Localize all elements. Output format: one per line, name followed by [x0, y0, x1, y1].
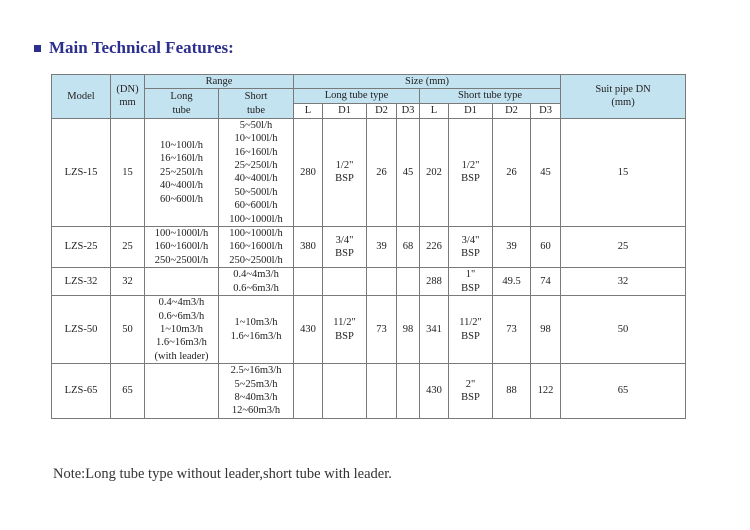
- long-d2-cell: [367, 268, 397, 296]
- dn-cell: 25: [111, 227, 145, 268]
- short-d3-cell: 74: [531, 268, 561, 296]
- header-suit-pipe: Suit pipe DN (mm): [561, 75, 686, 119]
- long-tube-range-cell: [145, 364, 219, 419]
- table-row: [52, 118, 686, 226]
- short-l-cell: 202: [420, 118, 449, 226]
- long-d3-cell: [397, 364, 420, 419]
- short-d3-cell: 122: [531, 364, 561, 419]
- header-sub-long-d3: D3: [397, 103, 420, 118]
- short-d2-cell: 49.5: [493, 268, 531, 296]
- suit-pipe-cell: 25: [561, 227, 686, 268]
- header-sub-long-l: L: [294, 103, 323, 118]
- model-cell: LZS-15: [52, 118, 111, 226]
- header-model: Model: [52, 75, 111, 119]
- short-d1-cell: 3/4" BSP: [449, 227, 493, 268]
- header-range: Range: [145, 75, 294, 89]
- square-bullet-icon: [34, 45, 41, 52]
- short-l-cell: 341: [420, 296, 449, 364]
- long-d1-cell: 3/4" BSP: [323, 227, 367, 268]
- long-tube-range-cell: 10~100l/h 16~160l/h 25~250l/h 40~400l/h 60~600l/h: [145, 118, 219, 226]
- header-sub-long-d1: D1: [323, 103, 367, 118]
- technical-features-table: [51, 74, 686, 419]
- short-d1-cell: 1/2" BSP: [449, 118, 493, 226]
- table-row: [52, 268, 686, 296]
- header-sub-short-l: L: [420, 103, 449, 118]
- table-row: [52, 364, 686, 419]
- short-l-cell: 288: [420, 268, 449, 296]
- short-d2-cell: 73: [493, 296, 531, 364]
- short-tube-range-cell: 0.4~4m3/h 0.6~6m3/h: [219, 268, 294, 296]
- suit-pipe-cell: 65: [561, 364, 686, 419]
- long-d1-cell: 1/2" BSP: [323, 118, 367, 226]
- model-cell: LZS-65: [52, 364, 111, 419]
- long-l-cell: 380: [294, 227, 323, 268]
- long-d2-cell: 73: [367, 296, 397, 364]
- short-d3-cell: 45: [531, 118, 561, 226]
- long-d1-cell: 11/2" BSP: [323, 296, 367, 364]
- header-long-tube-type: Long tube type: [294, 89, 420, 103]
- long-tube-range-cell: [145, 268, 219, 296]
- long-d3-cell: 68: [397, 227, 420, 268]
- dn-cell: 65: [111, 364, 145, 419]
- long-d1-cell: [323, 364, 367, 419]
- short-d3-cell: 60: [531, 227, 561, 268]
- long-tube-range-cell: 0.4~4m3/h 0.6~6m3/h 1~10m3/h 1.6~16m3/h (with leader): [145, 296, 219, 364]
- header-sub-short-d1: D1: [449, 103, 493, 118]
- long-d2-cell: 26: [367, 118, 397, 226]
- short-d2-cell: 26: [493, 118, 531, 226]
- long-d3-cell: 98: [397, 296, 420, 364]
- model-cell: LZS-25: [52, 227, 111, 268]
- short-d1-cell: 11/2" BSP: [449, 296, 493, 364]
- short-l-cell: 226: [420, 227, 449, 268]
- short-d1-cell: 2" BSP: [449, 364, 493, 419]
- header-size: Size (mm): [294, 75, 561, 89]
- footnote: Note:Long tube type without leader,short tube with leader.: [53, 466, 392, 482]
- long-d2-cell: [367, 364, 397, 419]
- model-cell: LZS-50: [52, 296, 111, 364]
- long-d1-cell: [323, 268, 367, 296]
- header-dn: (DN) mm: [111, 75, 145, 119]
- suit-pipe-cell: 50: [561, 296, 686, 364]
- long-d3-cell: [397, 268, 420, 296]
- suit-pipe-cell: 15: [561, 118, 686, 226]
- short-l-cell: 430: [420, 364, 449, 419]
- long-tube-range-cell: 100~1000l/h 160~1600l/h 250~2500l/h: [145, 227, 219, 268]
- short-tube-range-cell: 5~50l/h 10~100l/h 16~160l/h 25~250l/h 40~400l/h 50~500l/h 60~600l/h 100~1000l/h: [219, 118, 294, 226]
- short-tube-range-cell: 100~1000l/h 160~1600l/h 250~2500l/h: [219, 227, 294, 268]
- short-d1-cell: 1" BSP: [449, 268, 493, 296]
- short-d2-cell: 88: [493, 364, 531, 419]
- short-tube-range-cell: 1~10m3/h 1.6~16m3/h: [219, 296, 294, 364]
- table-row: [52, 296, 686, 364]
- long-l-cell: [294, 268, 323, 296]
- header-long-tube: Long tube: [145, 89, 219, 118]
- section-title: Main Technical Features:: [49, 38, 234, 57]
- header-sub-long-d2: D2: [367, 103, 397, 118]
- model-cell: LZS-32: [52, 268, 111, 296]
- header-short-tube-type: Short tube type: [420, 89, 561, 103]
- long-l-cell: 430: [294, 296, 323, 364]
- long-l-cell: 280: [294, 118, 323, 226]
- dn-cell: 32: [111, 268, 145, 296]
- header-sub-short-d2: D2: [493, 103, 531, 118]
- section-heading: [34, 38, 234, 58]
- dn-cell: 15: [111, 118, 145, 226]
- short-tube-range-cell: 2.5~16m3/h 5~25m3/h 8~40m3/h 12~60m3/h: [219, 364, 294, 419]
- long-l-cell: [294, 364, 323, 419]
- dn-cell: 50: [111, 296, 145, 364]
- long-d2-cell: 39: [367, 227, 397, 268]
- long-d3-cell: 45: [397, 118, 420, 226]
- header-short-tube: Short tube: [219, 89, 294, 118]
- short-d2-cell: 39: [493, 227, 531, 268]
- header-row: [52, 75, 686, 89]
- table-row: [52, 227, 686, 268]
- suit-pipe-cell: 32: [561, 268, 686, 296]
- header-sub-short-d3: D3: [531, 103, 561, 118]
- short-d3-cell: 98: [531, 296, 561, 364]
